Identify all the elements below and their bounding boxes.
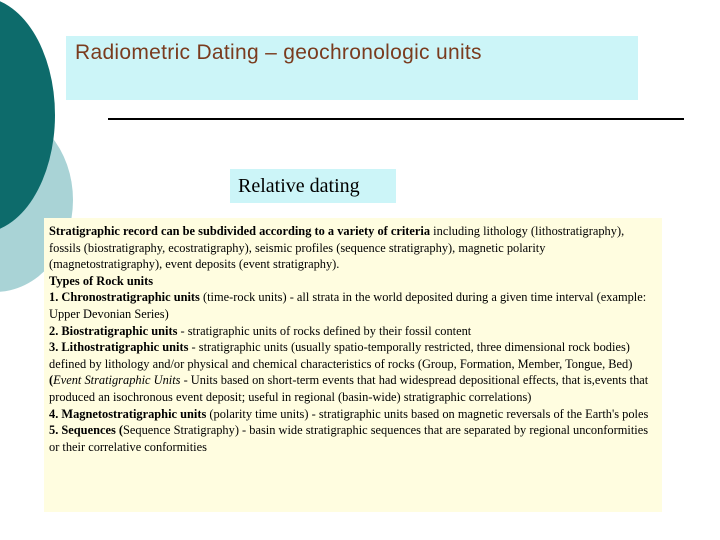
item5-label: 5. Sequences ( xyxy=(49,423,123,438)
item4-label: 4. Magnetostratigraphic units xyxy=(49,406,207,421)
types-heading: Types of Rock units xyxy=(49,273,154,288)
item4-text: (polarity time units) - stratigraphic units based on magnetic reversals of the Earth's poles xyxy=(206,406,649,421)
slide-title: Radiometric Dating – geochronologic units xyxy=(75,41,482,64)
list-item-sequences xyxy=(49,422,657,455)
list-item-biostratigraphic xyxy=(49,323,657,340)
item3-text: - stratigraphic units (usually spatio-temporally restricted, three dimensional rock bodies) defined by lithology and/or physical and chemical characteristics of rocks (Group, Formation, Member, Tongue, Bed) xyxy=(49,340,633,371)
item2-text: - stratigraphic units of rocks defined by their fossil content xyxy=(177,323,472,338)
subtitle-box xyxy=(230,169,396,203)
list-item-magnetostratigraphic xyxy=(49,406,657,423)
item-event-label: Event Stratigraphic Units xyxy=(53,373,181,388)
item5-text: Sequence Stratigraphy) - basin wide stratigraphic sequences that are separated by regional unconformities or their correlative conformities xyxy=(49,423,649,454)
title-divider xyxy=(108,118,684,120)
item1-text: (time-rock units) - all strata in the world deposited during a given time interval (example: Upper Devonian Series) xyxy=(49,290,647,321)
intro-paragraph xyxy=(49,223,657,273)
item-event-text: - Units based on short-term events that had widespread depositional effects, that is,events that produced an isochronous event deposit; useful in regional (basin-wide) stratigraphic correlations) xyxy=(49,373,649,404)
intro-text: including lithology (lithostratigraphy), fossils (biostratigraphy, ecostratigraphy), seismic profiles (sequence stratigraphy), magnetic polarity (magnetostratigraphy), event deposits (event stratigraphy). xyxy=(49,224,625,272)
intro-bold: Stratigraphic record can be subdivided according to a variety of criteria xyxy=(49,224,431,238)
list-item-lithostratigraphic xyxy=(49,339,657,372)
item-event-open: ( xyxy=(49,373,54,388)
item2-label: 2. Biostratigraphic units xyxy=(49,323,178,338)
list-item-chronostratigraphic xyxy=(49,289,657,322)
content-box xyxy=(44,218,662,512)
title-box xyxy=(66,36,638,100)
slide-subtitle: Relative dating xyxy=(238,175,360,197)
item1-label: 1. Chronostratigraphic units xyxy=(49,290,200,305)
item3-label: 3. Lithostratigraphic units xyxy=(49,340,189,355)
list-item-event-stratigraphic xyxy=(49,372,657,405)
